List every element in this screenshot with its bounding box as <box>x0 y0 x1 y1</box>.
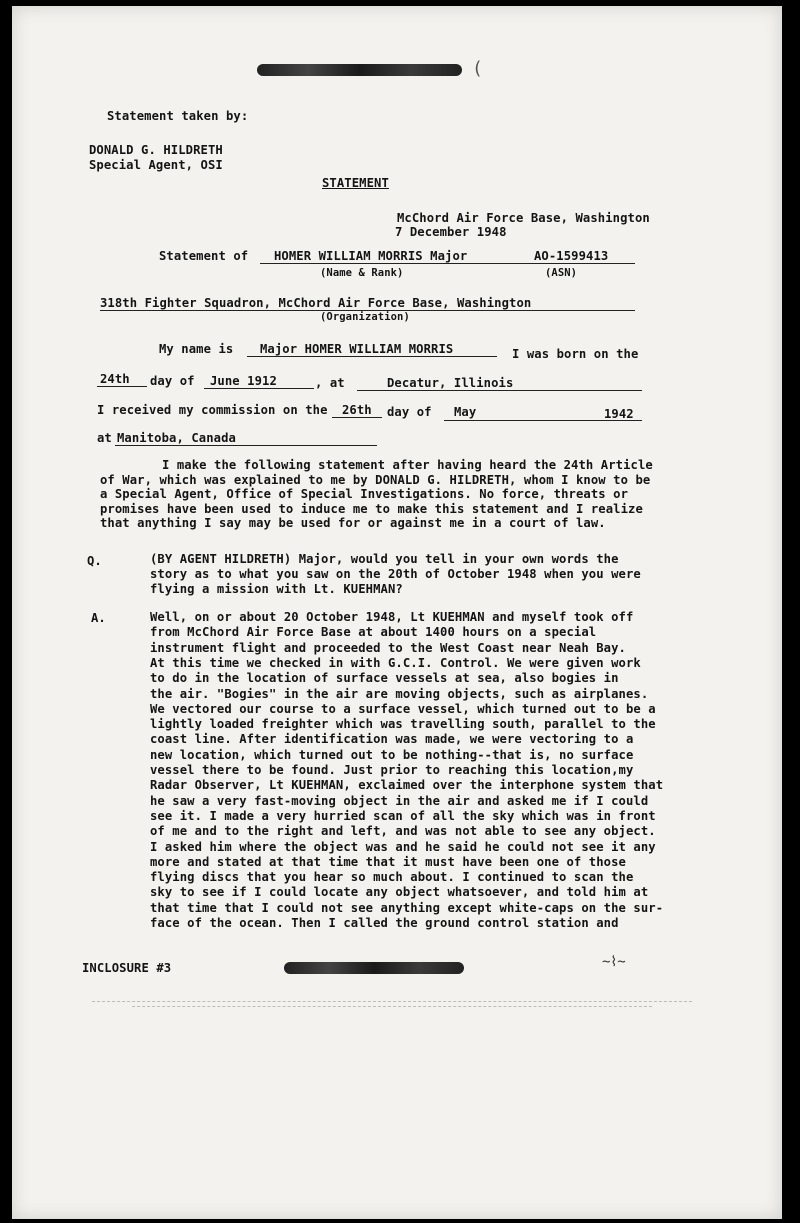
document-page <box>12 6 782 1219</box>
commission-label: I received my commission on the <box>97 403 328 417</box>
answer-marker: A. <box>91 611 106 625</box>
document-title: STATEMENT <box>322 176 389 190</box>
organization-caption: (Organization) <box>320 311 410 323</box>
intro-line: I make the following statement after having heard the 24th Article <box>162 458 653 472</box>
at-label: , at <box>315 376 345 390</box>
answer-line: to do in the location of surface vessels at sea, also bogies in <box>150 671 619 686</box>
answer-line: from McChord Air Force Base at about 1400 hours on a special <box>150 625 597 640</box>
answer-line: flying discs that you hear so much about. I continued to scan the <box>150 870 634 885</box>
answer-line: that time that I could not see anything except white-caps on the sur- <box>150 900 664 915</box>
answer-line: At this time we checked in with G.C.I. Control. We were given work <box>150 655 641 670</box>
answer-line: of me and to the right and left, and was not able to see any object. <box>150 824 656 839</box>
statement-of-label: Statement of <box>159 249 249 263</box>
answer-line: vessel there to be found. Just prior to reaching this location,my <box>150 763 634 777</box>
inclosure-label: INCLOSURE #3 <box>82 961 172 975</box>
name-rank-value: HOMER WILLIAM MORRIS Major <box>274 249 468 263</box>
commission-day-of: day of <box>387 405 432 419</box>
initials-mark: ~⌇~ <box>602 954 626 970</box>
question-line: (BY AGENT HILDRETH) Major, would you tell in your own words the <box>150 552 619 566</box>
name-value: Major HOMER WILLIAM MORRIS <box>260 342 454 356</box>
answer-line: Well, on or about 20 October 1948, Lt KUEHMAN and myself took off <box>150 610 634 624</box>
answer-line: coast line. After identification was made, we were vectoring to a <box>150 732 634 747</box>
commission-at-label: at <box>97 431 112 445</box>
birth-month: June 1912 <box>210 374 277 388</box>
statement-date: 7 December 1948 <box>395 225 507 239</box>
taken-by-label: Statement taken by: <box>107 109 249 123</box>
name-label: My name is <box>159 342 234 356</box>
name-rank-caption: (Name & Rank) <box>320 267 404 279</box>
day-of-label: day of <box>150 374 195 388</box>
intro-line: of War, which was explained to me by DONALD G. HILDRETH, whom I know to be <box>100 472 651 487</box>
answer-line: new location, which turned out to be nothing--that is, no surface <box>150 747 634 762</box>
intro-line: that anything I say may be used for or against me in a court of law. <box>100 516 606 531</box>
answer-line: the air. "Bogies" in the air are moving objects, such as airplanes. <box>150 686 649 701</box>
question-line: story as to what you saw on the 20th of October 1948 when you were <box>150 566 641 581</box>
intro-line: promises have been used to induce me to make this statement and I realize <box>100 501 643 516</box>
scan-noise <box>132 1006 652 1008</box>
answer-line: instrument flight and proceeded to the West Coast near Neah Bay. <box>150 640 626 655</box>
redaction-bar-bottom <box>284 962 464 974</box>
commission-place: Manitoba, Canada <box>117 431 236 445</box>
answer-line: he saw a very fast-moving object in the air and asked me if I could <box>150 793 649 808</box>
commission-year: 1942 <box>604 407 634 421</box>
serial-caption: (ASN) <box>545 267 578 279</box>
question-marker: Q. <box>87 554 102 568</box>
answer-line: more and stated at that time that it must have been one of those <box>150 854 626 869</box>
organization-value: 318th Fighter Squadron, McChord Air Force Base, Washington <box>100 296 532 310</box>
born-label: I was born on the <box>512 347 639 361</box>
location: McChord Air Force Base, Washington <box>397 211 650 225</box>
answer-line: face of the ocean. Then I called the ground control station and <box>150 916 619 930</box>
commission-day: 26th <box>342 403 372 417</box>
serial-number: AO-1599413 <box>534 249 609 263</box>
margin-mark: ( <box>472 58 483 79</box>
birth-place: Decatur, Illinois <box>387 376 514 390</box>
agent-name: DONALD G. HILDRETH <box>89 143 223 157</box>
answer-line: Radar Observer, Lt KUEHMAN, exclaimed over the interphone system that <box>150 778 664 793</box>
answer-line: I asked him where the object was and he said he could not see it any <box>150 839 656 854</box>
scan-noise <box>92 1001 692 1003</box>
redaction-bar-top <box>257 64 462 76</box>
question-line: flying a mission with Lt. KUEHMAN? <box>150 581 403 596</box>
answer-line: see it. I made a very hurried scan of all the sky which was in front <box>150 808 656 823</box>
answer-line: We vectored our course to a surface vessel, which turned out to be a <box>150 701 656 716</box>
answer-line: lightly loaded freighter which was travelling south, parallel to the <box>150 717 656 732</box>
birth-day: 24th <box>100 372 130 386</box>
commission-month: May <box>454 405 477 419</box>
agent-title: Special Agent, OSI <box>89 158 223 172</box>
answer-line: sky to see if I could locate any object whatsoever, and told him at <box>150 885 649 900</box>
intro-line: a Special Agent, Office of Special Investigations. No force, threats or <box>100 487 629 502</box>
